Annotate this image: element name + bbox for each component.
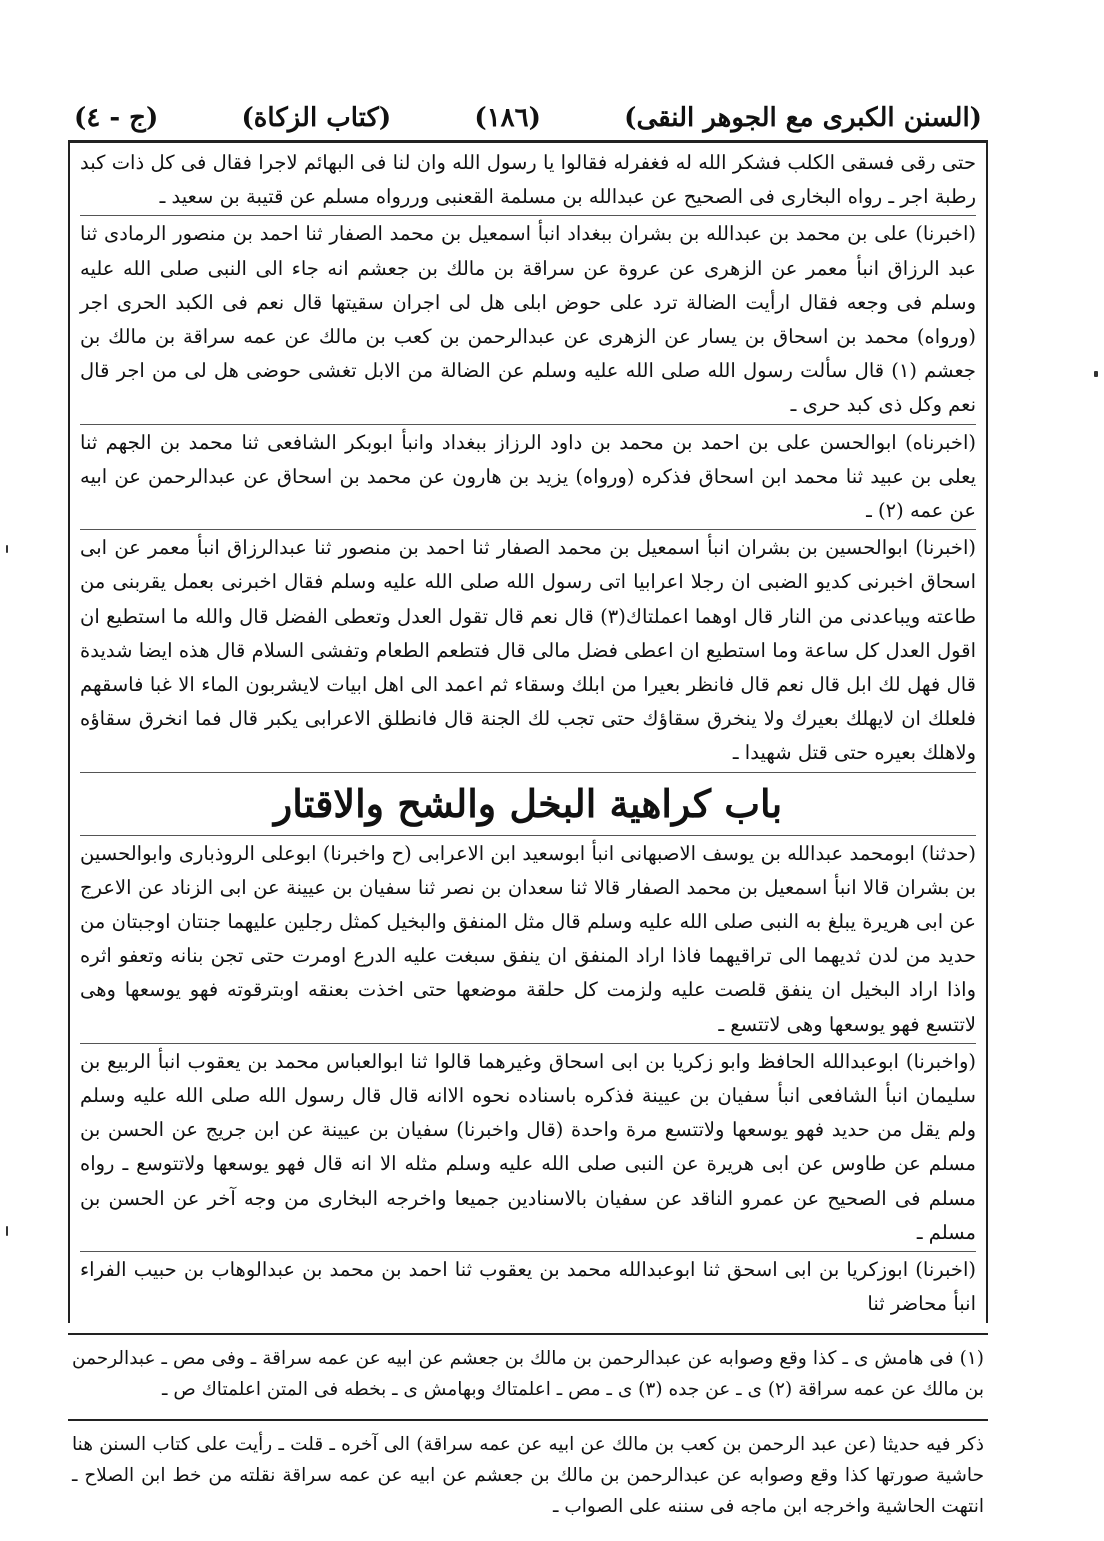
scan-mark-left	[6, 545, 8, 553]
main-text-box	[68, 140, 988, 1323]
chapter-title: باب كراهية البخل والشح والاقتار	[80, 773, 976, 836]
commentary-text: ذكر فيه حديثا (عن عبد الرحمن بن كعب بن مالك عن ابيه عن عمه سراقة) الى آخره ـ قلت ـ رأيت على كتاب السنن هنا حاشية صورتها كذا وقع وصوابه عن عبدالرحمن بن مالك بن جعشم عن ابيه عن عمه سراقة نقلته من خط ابن الصلاح ـ انتهت الحاشية واخرجه ابن ماجه فى سننه على الصواب ـ	[72, 1433, 984, 1517]
hadith-paragraph: (اخبرناه) ابوالحسن على بن احمد بن محمد بن داود الرزاز ببغداد وانبأ ابوبكر الشافعى ثنا محمد بن الجهم ثنا يعلى بن عبيد ثنا محمد ابن اسحاق فذكره (ورواه) يزيد بن هارون عن محمد بن اسحاق عن عبدالرحمن عن ابيه عن عمه (٢) ـ	[80, 425, 976, 531]
hadith-paragraph: (اخبرنا) ابوالحسين بن بشران انبأ اسمعيل بن محمد الصفار ثنا احمد بن منصور ثنا عبدالرزاق انبأ معمر عن ابى اسحاق اخبرنى كديو الضبى ان رجلا اعرابيا اتى رسول الله صلى الله عليه وسلم فقال اخبرنى بعمل يقربنى من طاعته ويباعدنى من النار قال اوهما اعملتاك(٣) قال نعم قال تقول العدل وتعطى الفضل قال والله ما استطيع ان اقول العدل كل ساعة وما استطيع ان اعطى فضل مالى قال فتطعم الطعام وتفشى السلام قال هذه ايضا شديدة قال فهل لك ابل قال نعم قال فانظر بعيرا من ابلك وسقاء ثم اعمد الى اهل ابيات لايشربون الماء الا غبا فاسقهم فلعلك ان لايهلك بعيرك ولا ينخرق سقاؤك حتى تجب لك الجنة قال فانطلق الاعرابى يكبر قال فما انخرق سقاؤه ولاهلك بعيره حتى قتل شهيدا ـ	[80, 530, 976, 772]
hadith-paragraph: (حدثنا) ابومحمد عبدالله بن يوسف الاصبهانى انبأ ابوسعيد ابن الاعرابى (ح واخبرنا) ابوعلى الروذبارى وابوالحسين بن بشران قالا انبأ اسمعيل بن محمد الصفار قالا ثنا سعدان بن نصر ثنا سفيان بن عيينة عن ابى الزناد عن الاعرج عن ابى هريرة يبلغ به النبى صلى الله عليه وسلم قال مثل المنفق والبخيل كمثل رجلين عليهما جنتان اوجبتان من حديد من لدن ثديهما الى تراقيهما فاذا اراد المنفق ان ينفق سبغت عليه الدرع اومرت حتى تجن بنانه وتعفو اثره واذا اراد البخيل ان ينفق قلصت عليه ولزمت كل حلقة موضعها حتى اخذت بعنقه اوبترقوته فهو يوسعها وهى لاتتسع فهو يوسعها وهى لاتتسع ـ	[80, 836, 976, 1044]
footnotes-section	[68, 1333, 988, 1415]
hadith-paragraph: (اخبرنا) ابوزكريا بن ابى اسحق ثنا ابوعبدالله محمد بن يعقوب ثنا احمد بن محمد بن عبدالوهاب بن حبيب الفراء انبأ محاضر ثنا	[80, 1258, 976, 1316]
volume-number: (ج - ٤)	[74, 103, 159, 133]
hadith-paragraph: (اخبرنا) على بن محمد بن عبدالله بن بشران ببغداد انبأ اسمعيل بن محمد الصفار ثنا احمد بن منصور الرمادى ثنا عبد الرزاق انبأ معمر عن الزهرى عن عروة عن سراقة بن مالك بن جعشم انه جاء الى النبى صلى الله عليه وسلم فى وجعه فقال ارأيت الضالة ترد على حوض ابلى هل لى اجران سقيتها قال نعم فى الكبد الحرى اجر (ورواه) محمد بن اسحاق بن يسار عن الزهرى عن عبدالرحمن بن كعب بن مالك عن عمه سراقة بن مالك بن جعشم (١) قال سألت رسول الله صلى الله عليه وسلم عن الضالة من الابل تغشى حوضى هل لى من اجر قال نعم وكل ذى كبد حرى ـ	[80, 216, 976, 424]
page-number: (١٨٦)	[474, 103, 541, 133]
section-title: (كتاب الزكاة)	[241, 103, 392, 133]
scan-mark-left-2	[6, 1226, 8, 1236]
scan-mark-right	[1094, 371, 1098, 377]
jawhar-naqi-commentary	[68, 1419, 988, 1522]
footnote-text: (١) فى هامش ى ـ كذا وقع وصوابه عن عبدالرحمن بن مالك بن جعشم عن ابيه عن عمه سراقة ـ وفى مص ـ عبدالرحمن بن مالك عن عمه سراقة (٢) ى ـ عن جده (٣) ى ـ مص ـ اعلمتاك وبهامش ى ـ بخطه فى المتن اعلمتاك ص ـ	[72, 1347, 984, 1400]
hadith-paragraph: (واخبرنا) ابوعبدالله الحافظ وابو زكريا بن ابى اسحاق وغيرهما قالوا ثنا ابوالعباس محمد بن يعقوب انبأ الربيع بن سليمان انبأ الشافعى انبأ سفيان بن عيينة فذكره باسناده نحوه الاانه قال قال رسول الله صلى الله عليه وسلم ولم يقل من حديد فهو يوسعها ولاتتسع مرة واحدة (قال واخبرنا) سفيان بن عيينة عن ابن جريج عن الحسن بن مسلم عن طاوس عن ابى هريرة عن النبى صلى الله عليه وسلم مثله الا انه قال فهو يوسعها ولاتتوسع ـ رواه مسلم فى الصحيح عن عمرو الناقد عن سفيان بالاسنادين جميعا واخرجه البخارى من وجه آخر عن الحسن بن مسلم ـ	[80, 1044, 976, 1252]
book-title: (السنن الكبرى مع الجوهر النقى)	[624, 103, 982, 133]
page-header	[68, 96, 988, 140]
hadith-paragraph: حتى رقى فسقى الكلب فشكر الله له فغفرله فقالوا يا رسول الله وان لنا فى البهائم لاجرا فقال فى كل ذات كبد رطبة اجر ـ رواه البخارى فى الصحيح عن عبدالله بن مسلمة القعنبى وررواه مسلم عن قتيبة بن سعيد ـ	[80, 145, 976, 216]
book-page	[68, 96, 988, 1522]
